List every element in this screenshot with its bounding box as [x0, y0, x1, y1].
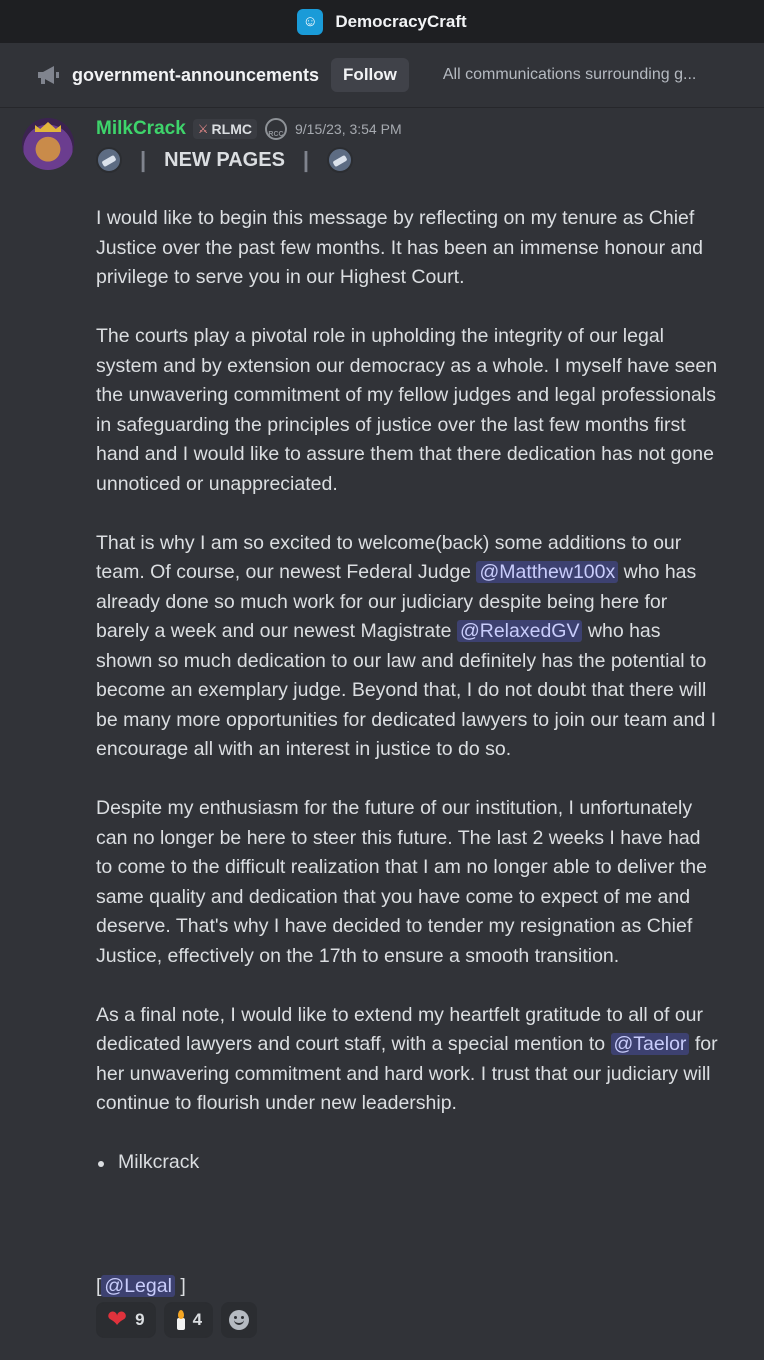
message-header [96, 117, 402, 141]
channel-topic[interactable]: All communications surrounding g... [442, 66, 697, 83]
paragraph-text: That is why I am so excited to welcome(back) some additions to our team. Of course, our newest Federal Judge [96, 531, 682, 583]
reaction-heart[interactable] [96, 1302, 156, 1338]
crown-icon [35, 122, 61, 132]
user-mention[interactable]: @Taelor [611, 1033, 690, 1055]
user-mention[interactable]: @Matthew100x [476, 561, 618, 583]
rcc-badge-icon[interactable]: RCC [265, 118, 287, 140]
role-mention-line [96, 1275, 186, 1298]
paragraph-text: for her unwavering commitment and hard work. I trust that our judiciary will continue to flourish under new leadership. [96, 1033, 718, 1114]
role-tag-label: RLMC [211, 121, 252, 137]
paragraph: I would like to begin this message by reflecting on my tenure as Chief Justice over the past few months. It has been an immense honour and privilege to serve you in our Highest Court. [96, 207, 704, 288]
window-titlebar [0, 0, 764, 43]
reaction-candle[interactable] [164, 1302, 213, 1338]
reactions-bar [96, 1302, 257, 1338]
paragraph: Despite my enthusiasm for the future of our institution, I unfortunately can no longer be here to steer this future. The last 2 weeks I have had to come to the difficult realization that I am no longer able to deliver the same quality and dedication that you have come to expect of me and deserve. That's why I have decided to tender my resignation as Chief Justice, effectively on the 17th to ensure a smooth transition. [96, 797, 707, 967]
discord-icon: ☺ [297, 9, 323, 35]
paragraph: The courts play a pivotal role in upholding the integrity of our legal system and by extension our democracy as a whole. I myself have seen the unwavering commitment of my fellow judges and legal professionals in safeguarding the principles of justice over the last few months first hand and I would like to assure them that there dedication has not gone unnoticed or unappreciated. [96, 325, 718, 495]
role-mention[interactable]: @Legal [101, 1275, 175, 1297]
reaction-count: 9 [135, 1310, 145, 1329]
follow-button[interactable]: Follow [331, 58, 409, 92]
add-reaction-button[interactable] [221, 1302, 257, 1338]
author-name[interactable]: MilkCrack [96, 118, 186, 139]
sword-icon: ⚔ [197, 122, 209, 136]
gavel-emoji-icon [96, 147, 122, 173]
paragraph-text: As a final note, I would like to extend my heartfelt gratitude to all of our dedicated lawyers and court staff, with a special mention to [96, 1003, 704, 1055]
paragraph-text: who has already done so much work for our judiciary despite being here for barely a week and our newest Magistrate [96, 561, 697, 642]
paragraph-text: who has shown so much dedication to our law and definitely has the potential to become an exemplary judge. Beyond that, I do not doubt that there will be many more opportunities for dedicated lawyers to join our team and I encourage all with an interest in justice to do so. [96, 620, 717, 760]
channel-name[interactable]: government-announcements [72, 64, 320, 85]
megaphone-icon [36, 64, 62, 86]
headline: NEW PAGES [164, 148, 285, 171]
headline-row [96, 146, 353, 174]
smiley-icon [229, 1310, 249, 1330]
candle-icon [175, 1310, 185, 1330]
user-mention[interactable]: @RelaxedGV [457, 620, 583, 642]
avatar[interactable] [22, 118, 74, 170]
reaction-count: 4 [192, 1310, 203, 1329]
bracket: ] [174, 1275, 186, 1297]
divider: | [140, 147, 147, 172]
paragraph [96, 529, 721, 765]
message-body [96, 204, 721, 1207]
bullet-item: Milkcrack [96, 1148, 721, 1178]
gavel-emoji-icon [327, 147, 353, 173]
role-tag[interactable] [193, 119, 257, 139]
app-title: DemocracyCraft [335, 11, 467, 31]
heart-icon: ❤ [107, 1306, 128, 1333]
timestamp[interactable]: 9/15/23, 3:54 PM [294, 121, 402, 137]
divider: | [302, 147, 310, 172]
bracket: [ [96, 1275, 102, 1297]
channel-header [0, 43, 764, 108]
paragraph [96, 1001, 721, 1119]
